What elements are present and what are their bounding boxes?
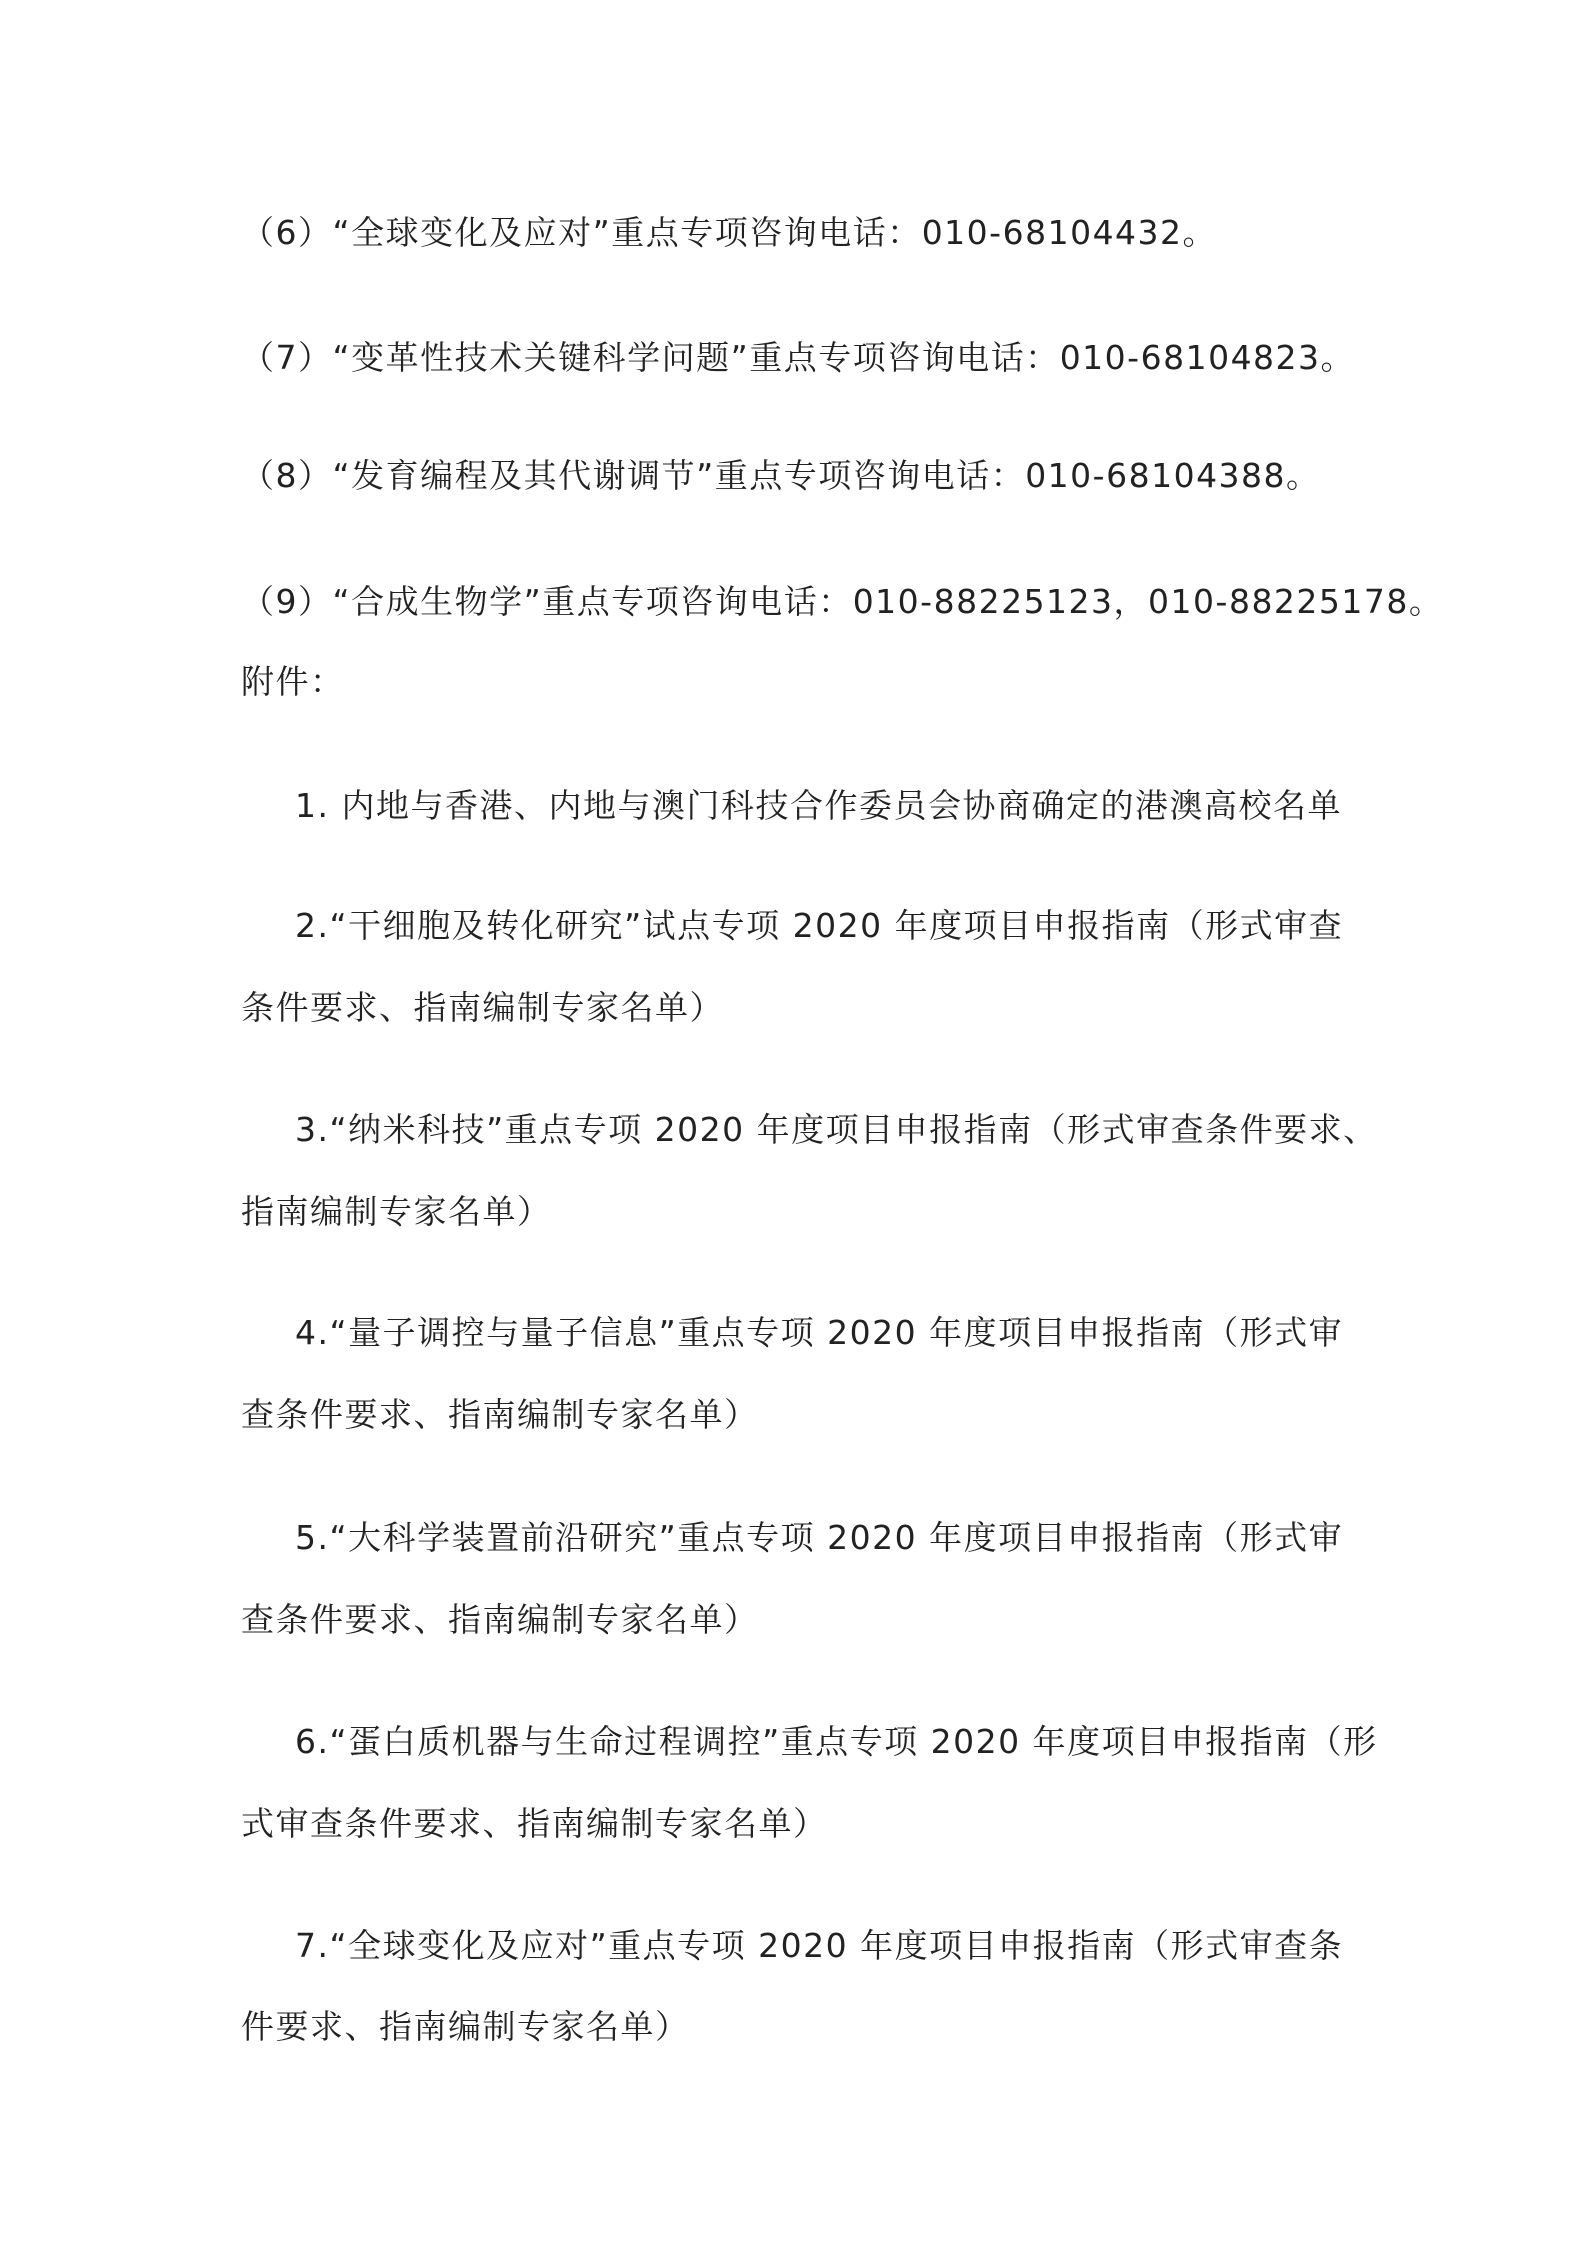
attachment-5: 5.“大科学装置前沿研究”重点专项 2020 年度项目申报指南（形式审 (295, 1518, 1344, 1557)
attachment-3: 3.“纳米科技”重点专项 2020 年度项目申报指南（形式审查条件要求、 (295, 1110, 1378, 1149)
attachments-label: 附件： (241, 662, 345, 701)
attachment-7-continued: 件要求、指南编制专家名单） (241, 2007, 690, 2046)
contact-line-9: （9）“合成生物学”重点专项咨询电话：010-88225123，010-88225178。 (241, 582, 1444, 621)
contact-line-8: （8）“发育编程及其代谢调节”重点专项咨询电话：010-68104388。 (241, 456, 1321, 495)
attachment-1: 1. 内地与香港、内地与澳门科技合作委员会协商确定的港澳高校名单 (295, 786, 1342, 825)
attachment-5-continued: 查条件要求、指南编制专家名单） (241, 1600, 759, 1639)
attachment-4: 4.“量子调控与量子信息”重点专项 2020 年度项目申报指南（形式审 (295, 1313, 1344, 1352)
attachment-7: 7.“全球变化及应对”重点专项 2020 年度项目申报指南（形式审查条 (295, 1926, 1344, 1965)
attachment-3-continued: 指南编制专家名单） (241, 1192, 552, 1231)
attachment-2-continued: 条件要求、指南编制专家名单） (241, 988, 724, 1027)
attachment-2: 2.“干细胞及转化研究”试点专项 2020 年度项目申报指南（形式审查 (295, 906, 1344, 945)
contact-line-7: （7）“变革性技术关键科学问题”重点专项咨询电话：010-68104823。 (241, 338, 1356, 377)
attachment-6-continued: 式审查条件要求、指南编制专家名单） (241, 1804, 828, 1843)
attachment-6: 6.“蛋白质机器与生命过程调控”重点专项 2020 年度项目申报指南（形 (295, 1722, 1378, 1761)
contact-line-6: （6）“全球变化及应对”重点专项咨询电话：010-68104432。 (241, 213, 1218, 252)
attachment-4-continued: 查条件要求、指南编制专家名单） (241, 1395, 759, 1434)
